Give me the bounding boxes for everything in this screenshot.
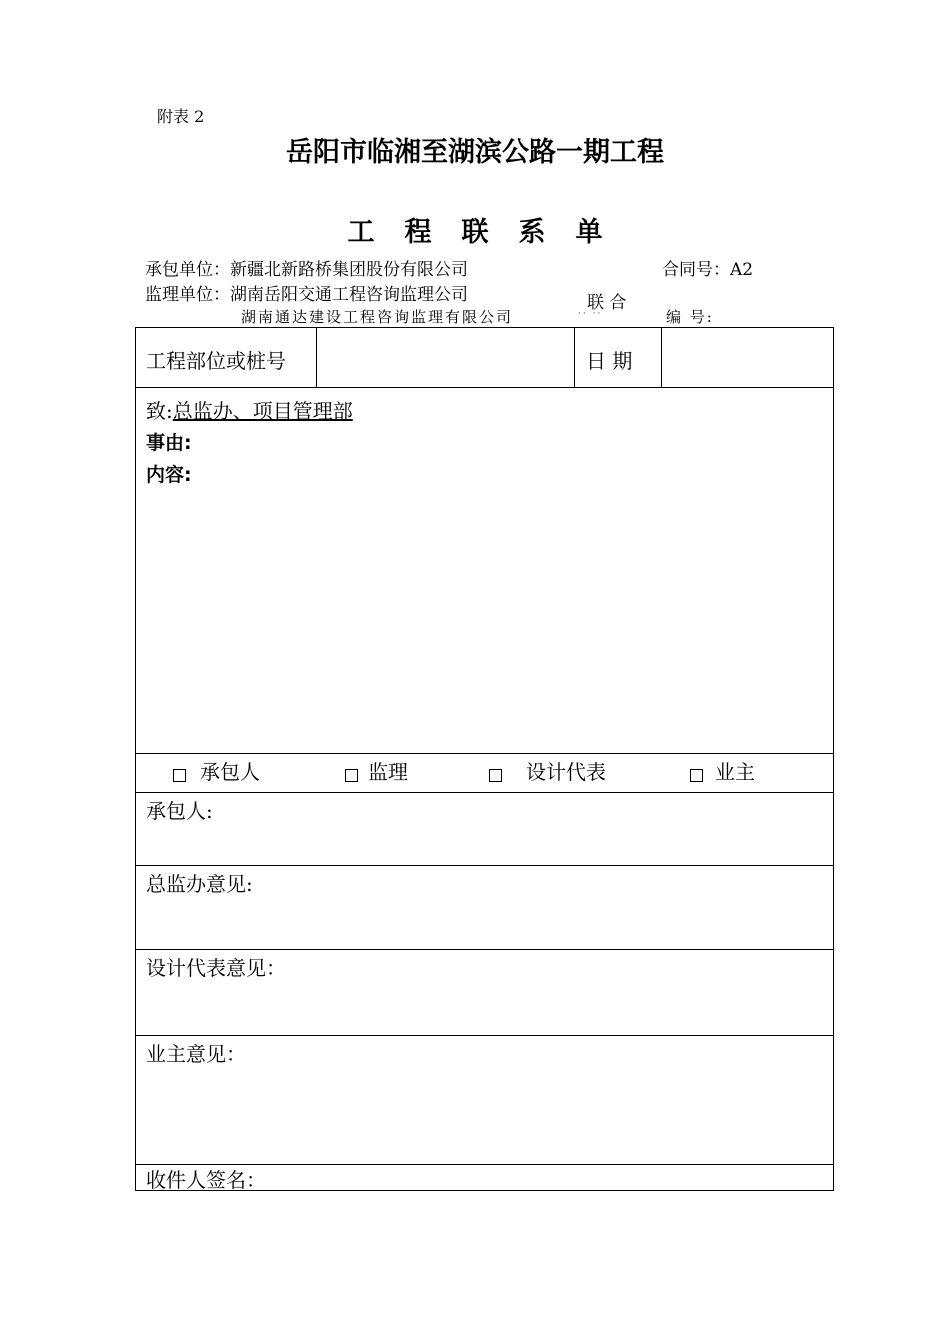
contractor-info: [145, 255, 468, 280]
location-value-cell[interactable]: [317, 328, 575, 387]
supervisor-label: 监理单位：: [145, 285, 230, 305]
reason-label: 事由:: [146, 432, 192, 454]
owner-checkbox-label: 业主: [715, 760, 755, 784]
contractor-opinion-label: 承包人:: [146, 799, 213, 823]
owner-checkbox[interactable]: [690, 769, 703, 782]
form-title: 工程联系单: [347, 217, 633, 248]
supervisor-checkbox[interactable]: [345, 769, 358, 782]
joint-dots: ·· ··: [578, 309, 603, 319]
addressee-value: 总监办、项目管理部: [172, 399, 353, 423]
location-label-cell: [136, 328, 317, 387]
contract-number-value: A2: [730, 260, 754, 280]
contractor-label: 承包单位：: [145, 260, 230, 280]
location-label: 工程部位或桩号: [146, 349, 286, 373]
addressee-line: [146, 395, 353, 424]
designer-checkbox-label: 设计代表: [526, 760, 606, 784]
contact-form-table: [135, 327, 834, 1191]
recipient-signature-row[interactable]: [136, 1165, 833, 1190]
designer-opinion-label: 设计代表意见：: [146, 956, 286, 980]
chief-supervisor-opinion-row[interactable]: [136, 866, 833, 950]
project-title: 岳阳市临湘至湖滨公路一期工程: [286, 137, 664, 168]
designer-checkbox[interactable]: [489, 769, 502, 782]
recipient-signature-label: 收件人签名：: [146, 1168, 266, 1192]
number-label: 编 号:: [666, 308, 714, 326]
supervisor-value-2: 湖南通达建设工程咨询监理有限公司: [241, 308, 514, 326]
contractor-checkbox-label: 承包人: [200, 760, 260, 784]
content-row[interactable]: [136, 388, 833, 754]
date-label-cell: [575, 328, 662, 387]
contractor-value: 新疆北新路桥集团股份有限公司: [230, 260, 468, 280]
contract-number-label: 合同号：: [662, 260, 730, 280]
annex-label: 附表 2: [157, 107, 205, 126]
chief-supervisor-opinion-label: 总监办意见:: [146, 872, 253, 896]
supervisor-checkbox-label: 监理: [368, 760, 408, 784]
date-value-cell[interactable]: [662, 328, 833, 387]
date-label: 日 期: [586, 349, 633, 373]
location-date-row: [136, 328, 833, 388]
designer-opinion-row[interactable]: [136, 950, 833, 1036]
contractor-opinion-row[interactable]: [136, 793, 833, 866]
joint-label: 联 合: [587, 293, 627, 313]
owner-opinion-label: 业主意见：: [146, 1042, 246, 1066]
owner-opinion-row[interactable]: [136, 1036, 833, 1165]
content-label: 内容:: [146, 464, 192, 486]
contractor-checkbox[interactable]: [173, 769, 186, 782]
addressee-prefix: 致:: [146, 399, 173, 423]
contract-number: [662, 255, 753, 280]
supervisor-info: [145, 280, 468, 305]
recipients-checkbox-row: [136, 754, 833, 793]
supervisor-value-1: 湖南岳阳交通工程咨询监理公司: [230, 285, 468, 305]
